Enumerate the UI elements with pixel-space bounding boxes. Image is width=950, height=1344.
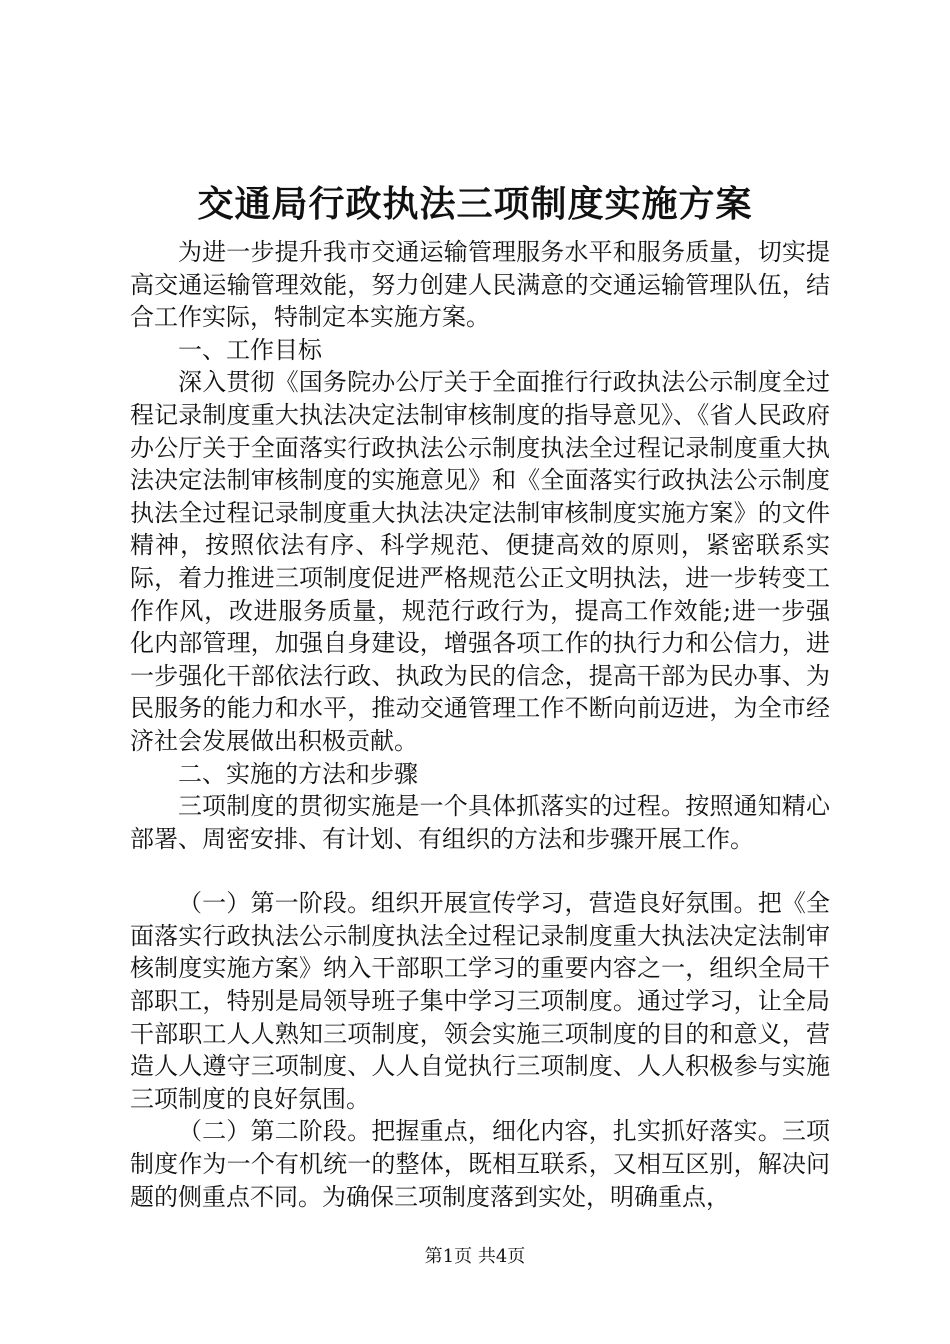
stage-one-paragraph: （一）第一阶段。组织开展宣传学习，营造良好氛围。把《全面落实行政执法公示制度执法全过程记录制度重大执法决定法制审核制度实施方案》纳入干部职工学习的重要内容之一，组织全局干部职工，特别是局领导班子集中学习三项制度。通过学习，让全局干部职工人人熟知三项制度，领会实施三项制度的目的和意义，营造人人遵守三项制度、人人自觉执行三项制度、人人积极参与实施三项制度的良好氛围。 — [130, 889, 830, 1113]
document-title: 交通局行政执法三项制度实施方案 — [197, 183, 753, 225]
section-heading-methods: 二、实施的方法和步骤 — [178, 759, 418, 788]
page-footer: 第1页 共4页 — [424, 1246, 526, 1267]
section-heading-goals: 一、工作目标 — [178, 335, 322, 364]
document-body — [130, 236, 830, 1213]
methods-paragraph: 三项制度的贯彻实施是一个具体抓落实的过程。按照通知精心部署、周密安排、有计划、有组织的方法和步骤开展工作。 — [130, 792, 830, 853]
paragraph-gap — [130, 855, 830, 887]
intro-paragraph: 为进一步提升我市交通运输管理服务水平和服务质量，切实提高交通运输管理效能，努力创建人民满意的交通运输管理队伍，结合工作实际，特制定本实施方案。 — [130, 238, 830, 332]
goals-paragraph: 深入贯彻《国务院办公厅关于全面推行行政执法公示制度全过程记录制度重大执法决定法制审核制度的指导意见》、《省人民政府办公厅关于全面落实行政执法公示制度执法全过程记录制度重大执法决定法制审核制度的实施意见》和《全面落实行政执法公示制度执法全过程记录制度重大执法决定法制审核制度实施方案》的文件精神，按照依法有序、科学规范、便捷高效的原则，紧密联系实际，着力推进三项制度促进严格规范公正文明执法，进一步转变工作作风，改进服务质量，规范行政行为，提高工作效能;进一步强化内部管理，加强自身建设，增强各项工作的执行力和公信力，进一步强化干部依法行政、执政为民的信念，提高干部为民办事、为民服务的能力和水平，推动交通管理工作不断向前迈进，为全市经济社会发展做出积极贡献。 — [130, 368, 830, 755]
stage-two-paragraph: （二）第二阶段。把握重点，细化内容，扎实抓好落实。三项制度作为一个有机统一的整体，既相互联系，又相互区别，解决问题的侧重点不同。为确保三项制度落到实处，明确重点， — [130, 1117, 830, 1211]
